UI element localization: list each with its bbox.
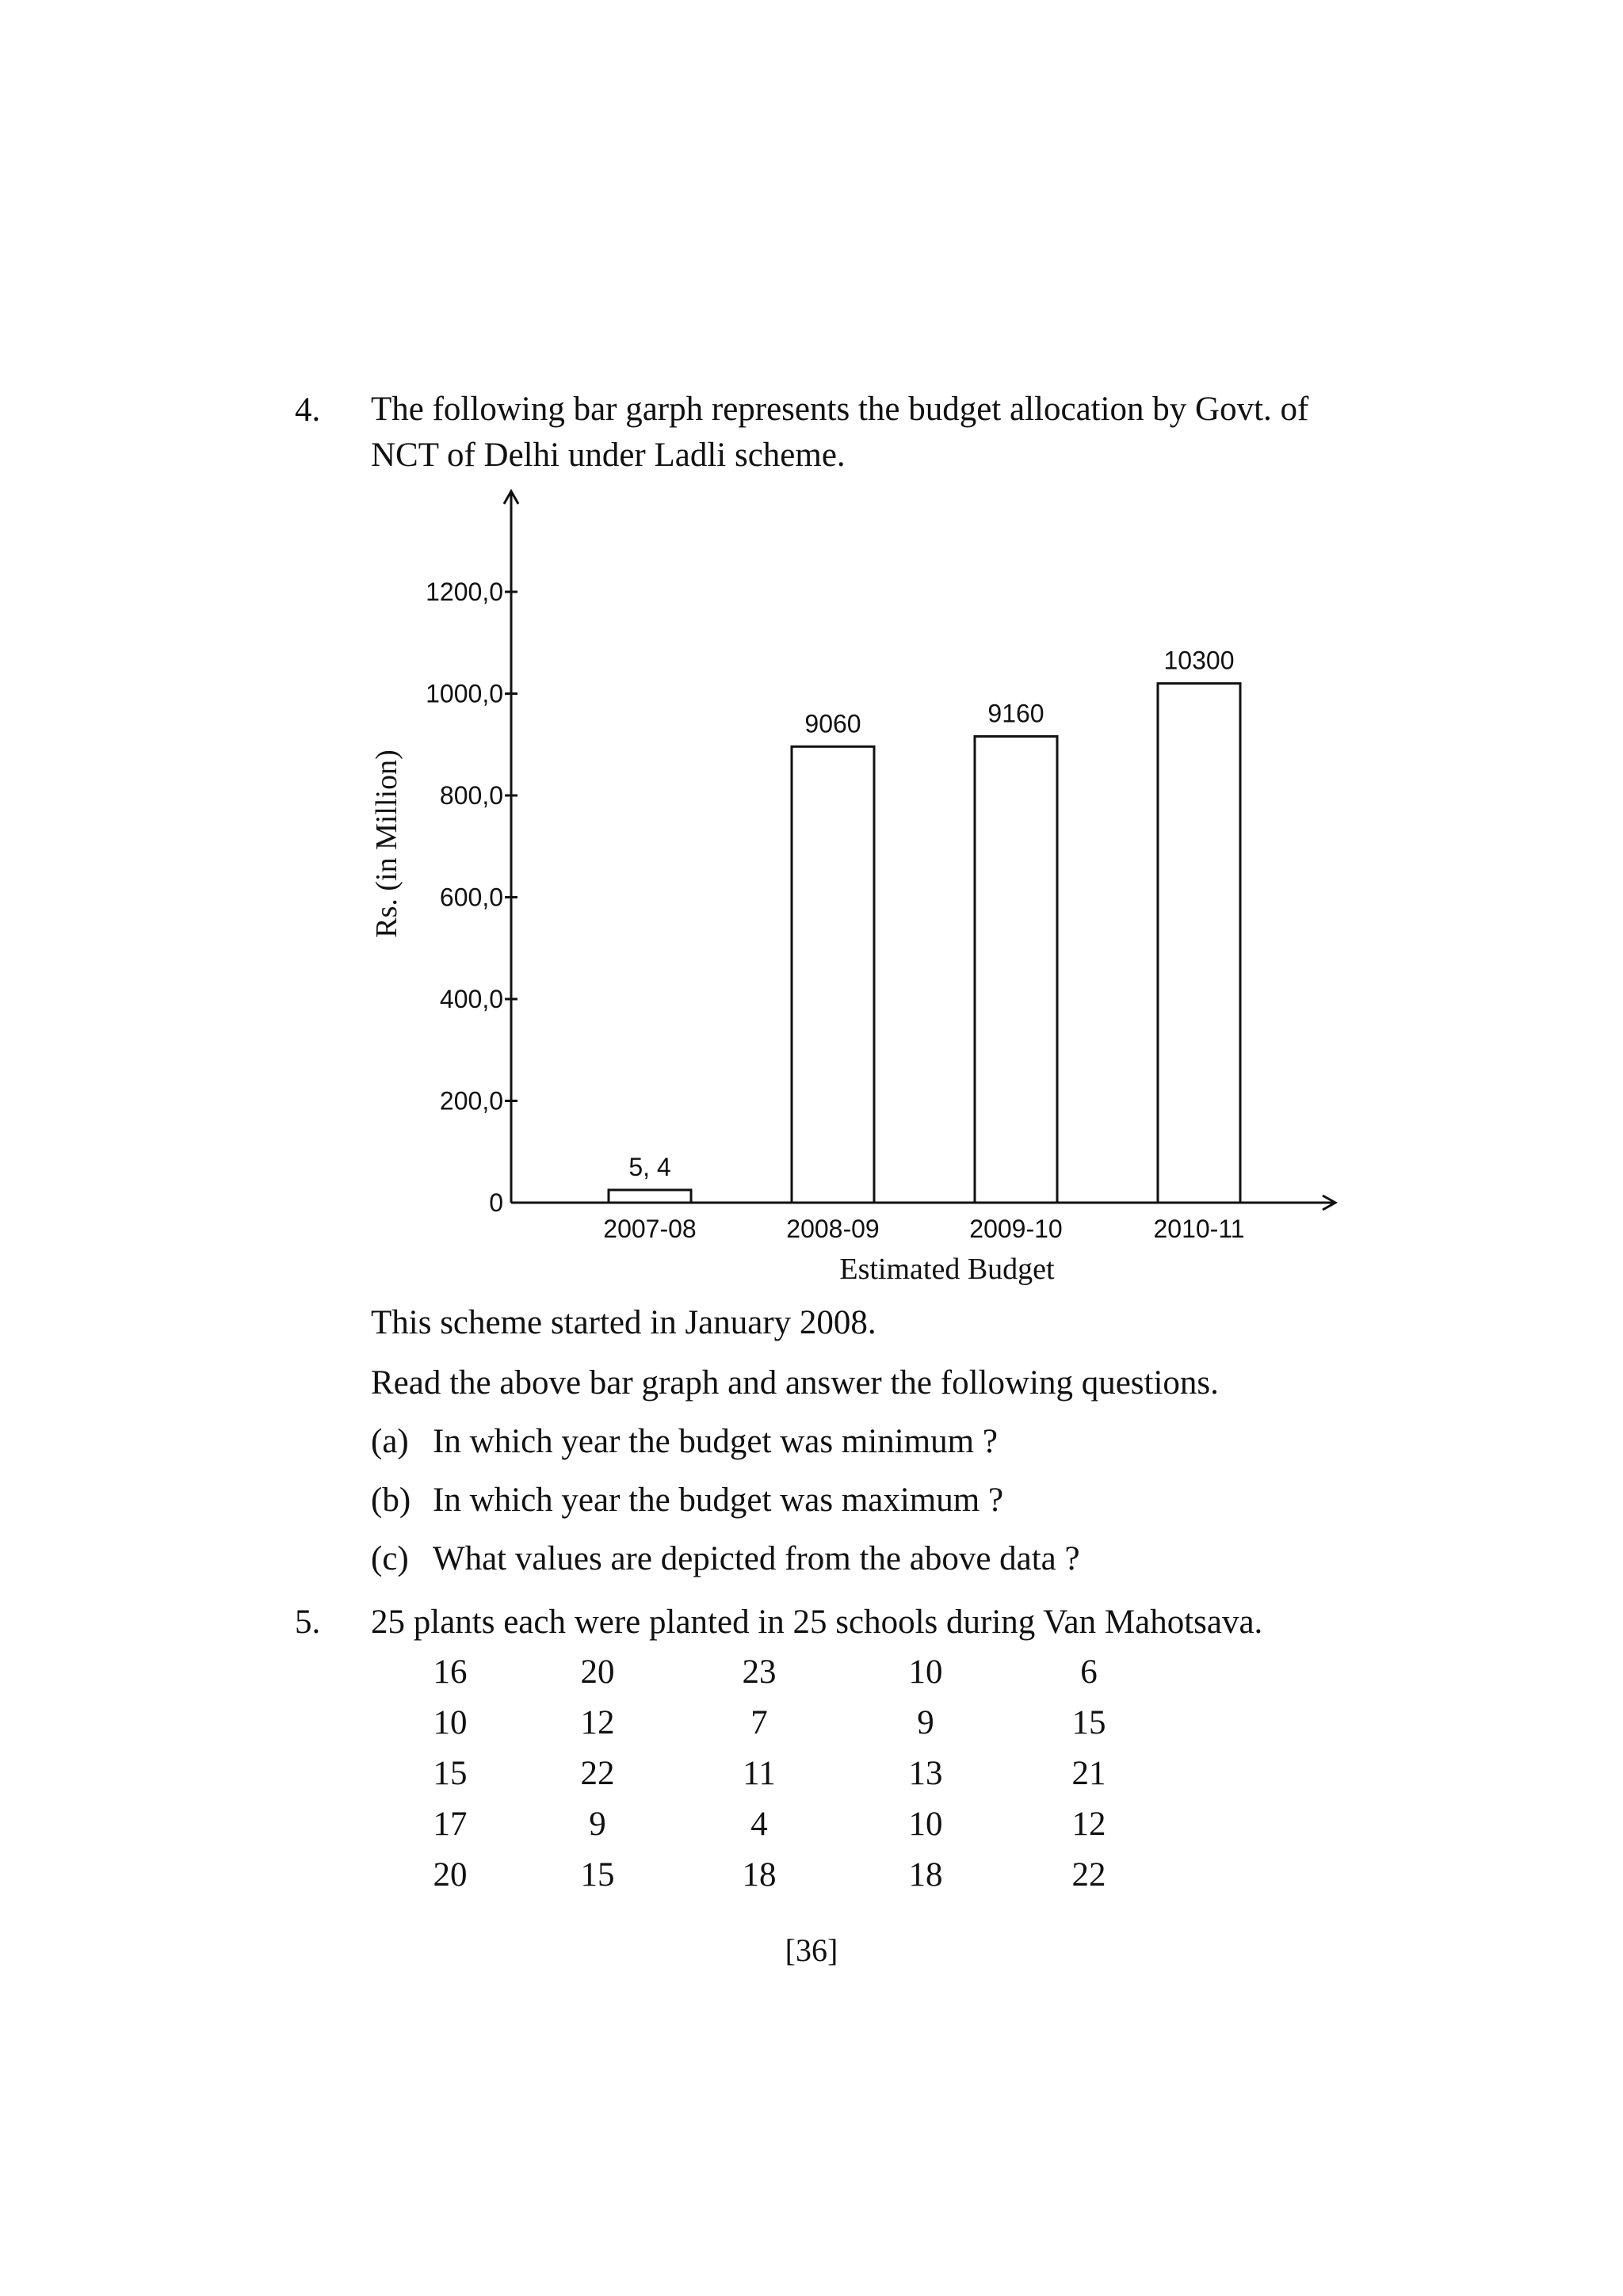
- plants-table-cell: 12: [580, 1704, 615, 1741]
- plants-table-cell: 10: [433, 1704, 468, 1741]
- plants-table-row: [0, 1754, 1623, 1794]
- y-tick-label: 600,0: [439, 883, 503, 912]
- plants-table-cell: 22: [580, 1755, 615, 1792]
- plants-table-cell: 15: [1071, 1704, 1106, 1741]
- plants-table-cell: 21: [1071, 1755, 1106, 1792]
- bar: [975, 736, 1057, 1203]
- bar: [609, 1190, 691, 1203]
- question-4-line-2: NCT of Delhi under Ladli scheme.: [371, 437, 846, 474]
- plants-table-cell: 17: [433, 1806, 468, 1843]
- plants-table-cell: 11: [743, 1755, 776, 1792]
- plants-table-cell: 18: [742, 1856, 777, 1894]
- y-tick-label: 800,0: [439, 781, 503, 810]
- y-axis-title: Rs. (in Million): [370, 749, 403, 938]
- plants-table-cell: 9: [589, 1806, 606, 1843]
- sub-question-b-text: In which year the budget was maximum ?: [433, 1482, 1004, 1519]
- bar-value-label: 5, 4: [628, 1152, 671, 1181]
- question-5-text: 25 plants each were planted in 25 schools during Van Mahotsava.: [371, 1604, 1263, 1641]
- sub-question-c-text: What values are depicted from the above data ?: [433, 1540, 1080, 1577]
- bar-value-label: 9160: [987, 699, 1044, 728]
- plants-table-cell: 20: [580, 1653, 615, 1691]
- plants-table-cell: 6: [1080, 1653, 1098, 1691]
- y-tick-label: 1200,0: [426, 578, 503, 606]
- x-category-label: 2009-10: [969, 1215, 1063, 1243]
- plants-table-cell: 9: [917, 1704, 934, 1741]
- y-tick-label: 1000,0: [426, 679, 503, 708]
- plants-table-cell: 12: [1071, 1806, 1106, 1843]
- bar-value-label: 9060: [804, 709, 861, 738]
- y-tick-label: 200,0: [439, 1086, 503, 1116]
- page-number: [36]: [785, 1932, 838, 1968]
- question-4-text: [371, 387, 1361, 479]
- x-category-label: 2007-08: [603, 1215, 697, 1243]
- y-tick-label: 0: [489, 1188, 503, 1217]
- plants-table-row: [0, 1653, 1623, 1692]
- plants-table-cell: 13: [908, 1755, 943, 1792]
- plants-table-cell: 10: [908, 1806, 943, 1843]
- plants-table-cell: 15: [580, 1856, 615, 1894]
- budget-bar-chart: [349, 475, 1347, 1299]
- plants-table-row: [0, 1855, 1623, 1895]
- plants-table-cell: 15: [433, 1755, 468, 1792]
- plants-table-cell: 18: [908, 1856, 943, 1894]
- sub-question-a-text: In which year the budget was minimum ?: [433, 1423, 998, 1460]
- sub-question-c-label: (c): [371, 1540, 409, 1577]
- question-4-line-1: The following bar garph represents the budget allocation by Govt. of: [371, 391, 1309, 428]
- chart-layer: [370, 491, 1335, 1286]
- sub-question-b-label: (b): [371, 1482, 411, 1519]
- bar: [792, 746, 874, 1203]
- y-tick-label: 400,0: [439, 985, 503, 1013]
- plants-table-row: [0, 1805, 1623, 1844]
- plants-table-cell: 23: [742, 1653, 777, 1691]
- x-axis-title: Estimated Budget: [839, 1253, 1055, 1286]
- plants-table-cell: 22: [1071, 1856, 1106, 1894]
- plants-table-cell: 16: [433, 1653, 468, 1691]
- question-4-number: 4.: [295, 391, 321, 429]
- plants-table-cell: 4: [750, 1806, 768, 1843]
- scheme-start-text: This scheme started in January 2008.: [371, 1304, 876, 1341]
- question-5-number: 5.: [295, 1604, 321, 1641]
- sub-question-a-label: (a): [371, 1423, 409, 1460]
- plants-table-cell: 10: [908, 1653, 943, 1691]
- plants-table-cell: 7: [750, 1704, 768, 1741]
- bar-value-label: 10300: [1163, 646, 1235, 675]
- plants-table-cell: 20: [433, 1856, 468, 1894]
- instruction-text: Read the above bar graph and answer the following questions.: [371, 1364, 1219, 1402]
- bar: [1158, 684, 1240, 1203]
- plants-table-row: [0, 1703, 1623, 1743]
- x-category-label: 2008-09: [786, 1215, 880, 1243]
- x-category-label: 2010-11: [1153, 1215, 1245, 1243]
